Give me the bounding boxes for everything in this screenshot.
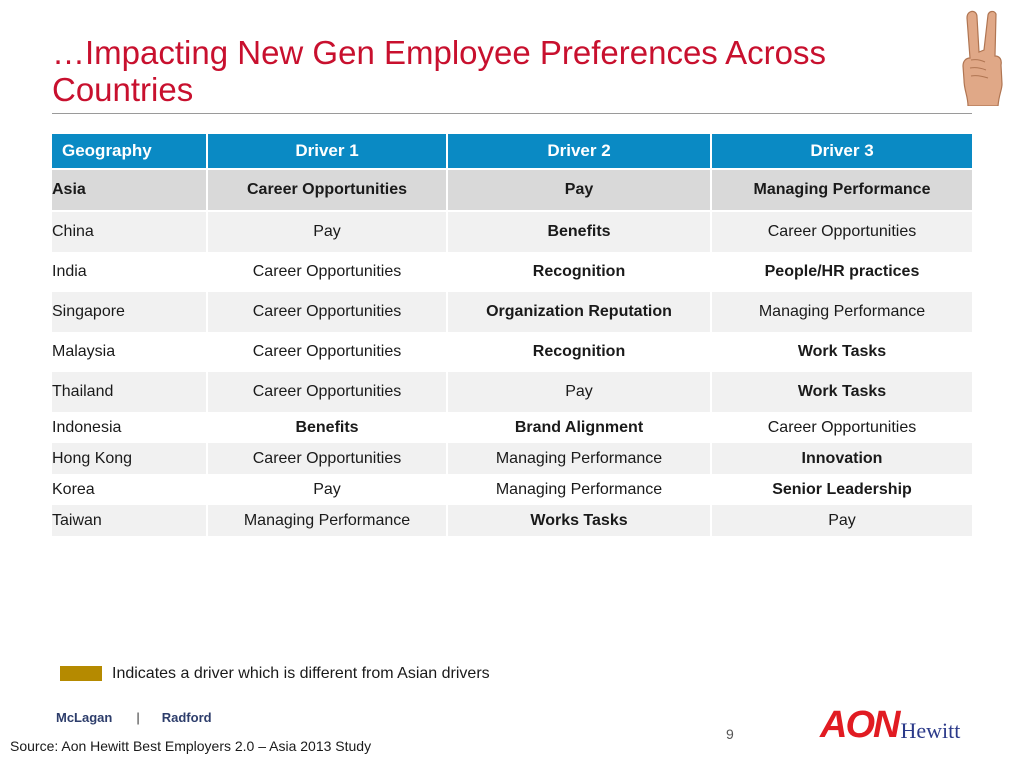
header-geography: Geography [51, 134, 207, 169]
table-header-row [51, 134, 973, 169]
cell-geography: China [51, 211, 207, 252]
legend-swatch [60, 666, 102, 681]
asia-geography: Asia [51, 169, 207, 211]
brand-mclagan: McLagan [56, 710, 113, 725]
table-row [51, 412, 973, 443]
cell-driver-1: Benefits [207, 412, 447, 443]
cell-geography: Taiwan [51, 505, 207, 536]
cell-driver-3: Senior Leadership [711, 474, 973, 505]
table-row [51, 332, 973, 372]
table-row [51, 443, 973, 474]
cell-driver-3: Managing Performance [711, 292, 973, 332]
slide-title: …Impacting New Gen Employee Preferences Across Countries [52, 34, 827, 108]
cell-driver-3: Career Opportunities [711, 412, 973, 443]
footer-brands [56, 710, 212, 725]
table-row [51, 292, 973, 332]
cell-driver-2: Recognition [447, 252, 711, 292]
cell-driver-3: Work Tasks [711, 372, 973, 412]
header-driver-3: Driver 3 [711, 134, 973, 169]
logo-hewitt-text: Hewitt [900, 718, 961, 743]
source-note: Source: Aon Hewitt Best Employers 2.0 – Asia 2013 Study [10, 738, 372, 754]
cell-driver-3: Innovation [711, 443, 973, 474]
cell-driver-2: Managing Performance [447, 474, 711, 505]
logo-aon-text: AON [820, 704, 899, 746]
table-row [51, 211, 973, 252]
asia-driver-2: Pay [447, 169, 711, 211]
cell-driver-2: Benefits [447, 211, 711, 252]
cell-driver-1: Career Opportunities [207, 372, 447, 412]
cell-driver-3: Work Tasks [711, 332, 973, 372]
cell-driver-2: Organization Reputation [447, 292, 711, 332]
aon-hewitt-logo [820, 704, 975, 744]
asia-driver-3: Managing Performance [711, 169, 973, 211]
brand-separator: | [136, 710, 140, 725]
cell-driver-1: Career Opportunities [207, 292, 447, 332]
table-row [51, 372, 973, 412]
cell-driver-1: Career Opportunities [207, 443, 447, 474]
cell-driver-2: Pay [447, 372, 711, 412]
brand-radford: Radford [161, 710, 212, 725]
legend-text: Indicates a driver which is different from Asian drivers [112, 665, 490, 682]
title-divider [52, 113, 972, 114]
table-row [51, 474, 973, 505]
cell-driver-3: Pay [711, 505, 973, 536]
cell-geography: Hong Kong [51, 443, 207, 474]
asia-baseline-row [51, 169, 973, 211]
cell-geography: Malaysia [51, 332, 207, 372]
cell-driver-1: Pay [207, 211, 447, 252]
cell-geography: India [51, 252, 207, 292]
cell-driver-1: Career Opportunities [207, 332, 447, 372]
cell-driver-1: Career Opportunities [207, 252, 447, 292]
cell-driver-2: Works Tasks [447, 505, 711, 536]
page-number: 9 [726, 726, 734, 742]
table-row [51, 505, 973, 536]
cell-driver-2: Brand Alignment [447, 412, 711, 443]
header-driver-1: Driver 1 [207, 134, 447, 169]
cell-driver-2: Recognition [447, 332, 711, 372]
cell-driver-3: Career Opportunities [711, 211, 973, 252]
cell-geography: Singapore [51, 292, 207, 332]
cell-geography: Korea [51, 474, 207, 505]
cell-geography: Indonesia [51, 412, 207, 443]
asia-driver-1: Career Opportunities [207, 169, 447, 211]
table-row [51, 252, 973, 292]
cell-driver-2: Managing Performance [447, 443, 711, 474]
drivers-table [50, 134, 974, 536]
peace-sign-hand-icon [958, 10, 1008, 106]
cell-geography: Thailand [51, 372, 207, 412]
header-driver-2: Driver 2 [447, 134, 711, 169]
cell-driver-3: People/HR practices [711, 252, 973, 292]
cell-driver-1: Pay [207, 474, 447, 505]
cell-driver-1: Managing Performance [207, 505, 447, 536]
